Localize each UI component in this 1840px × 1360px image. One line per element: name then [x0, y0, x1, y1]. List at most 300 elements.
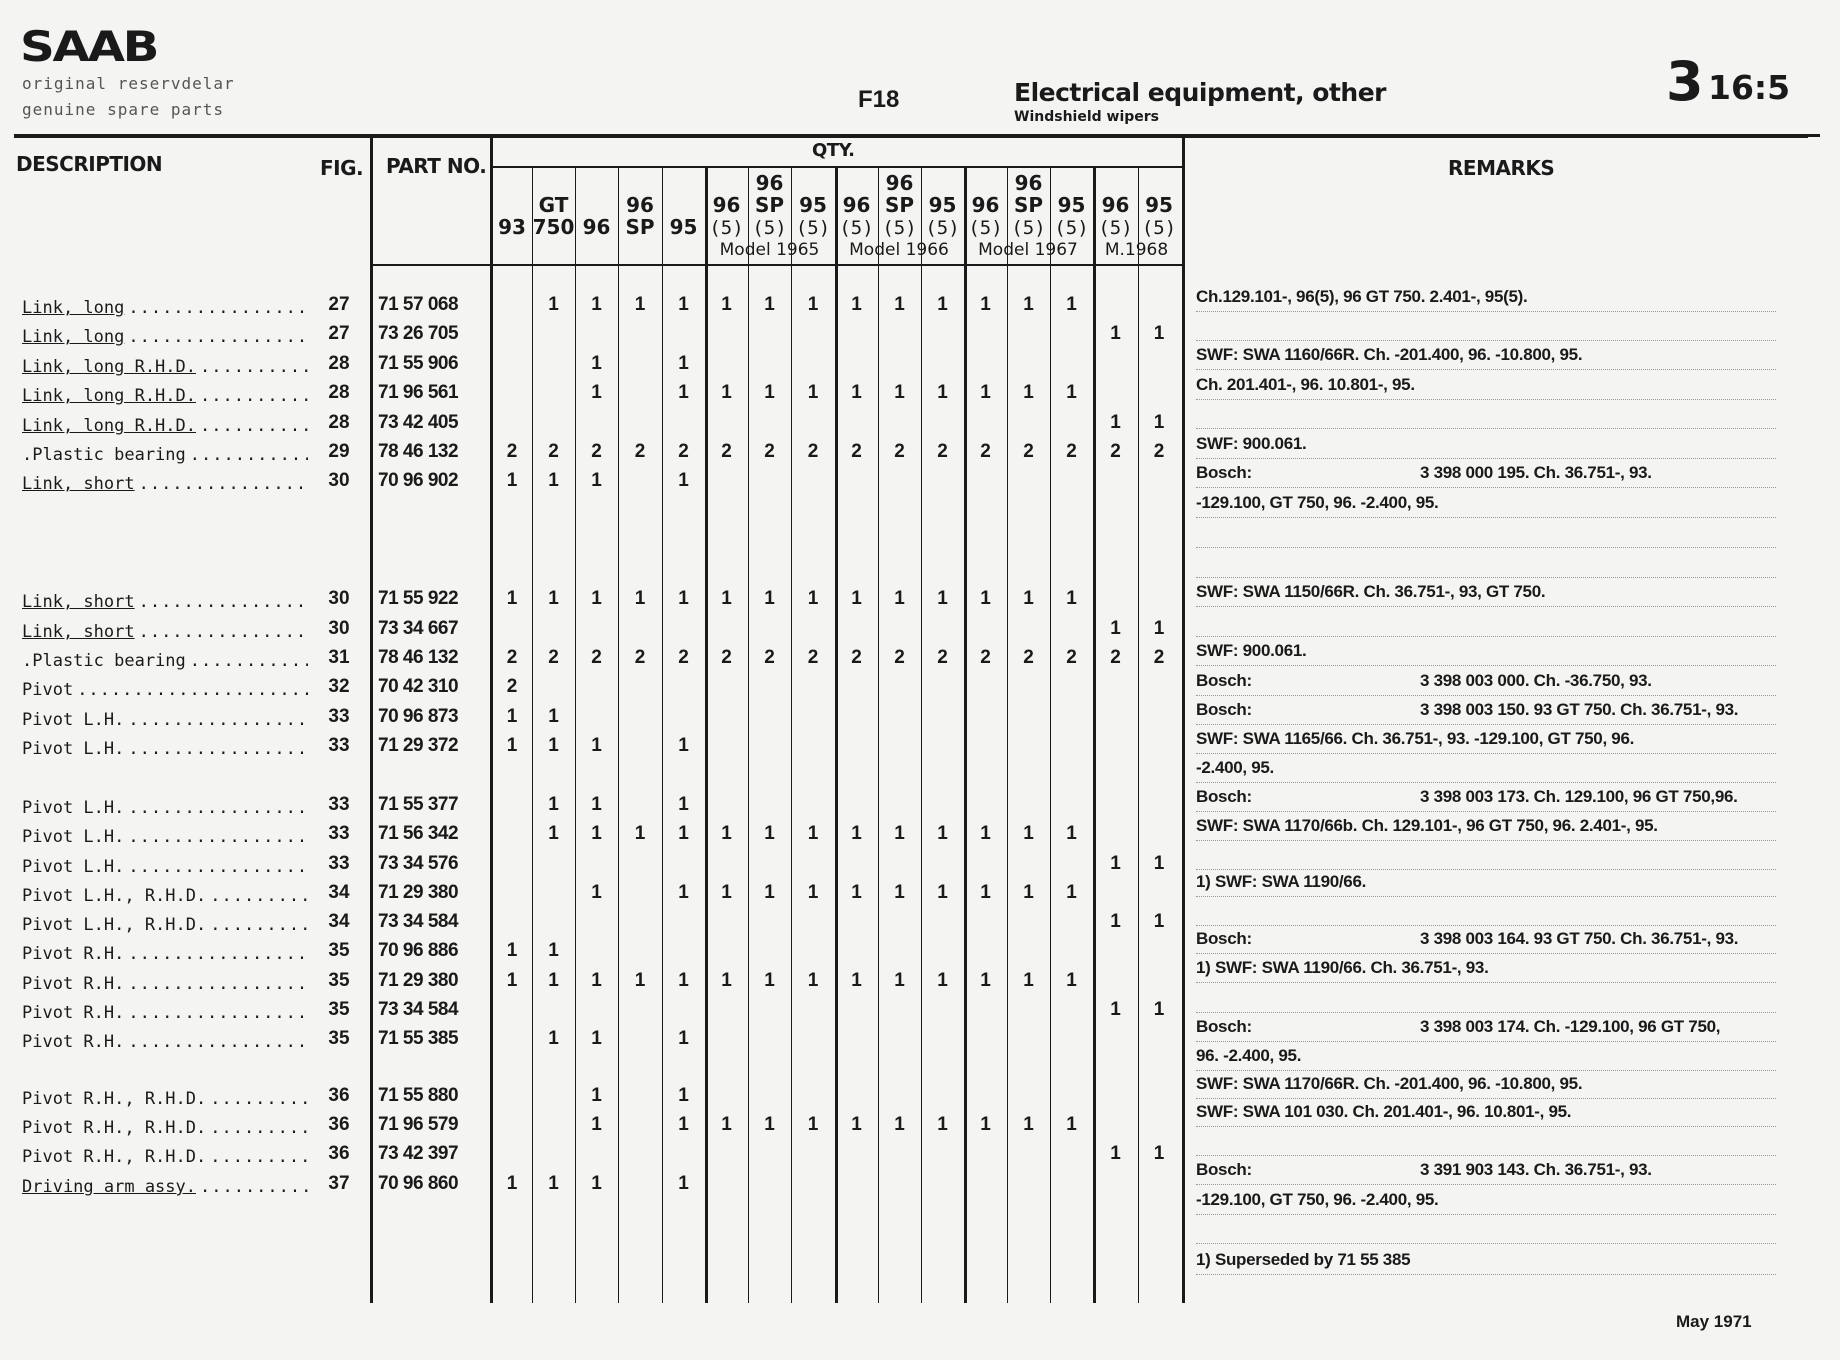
- part-description: [22, 616, 308, 642]
- qty-value: 1: [764, 970, 775, 991]
- qty-value: 1: [721, 970, 732, 991]
- qty-value: 1: [1153, 323, 1165, 344]
- remark-text: 96. -2.400, 95.: [1196, 1046, 1302, 1065]
- remark-text: SWF: SWA 1160/66R. Ch. -201.400, 96. -10.800, 95.: [1196, 345, 1583, 364]
- part-number: 70 96 860: [378, 1173, 459, 1194]
- remark: [1196, 1160, 1826, 1184]
- leader-dots: [210, 1089, 308, 1109]
- qty-value: 1: [548, 294, 559, 315]
- fig-number: 33: [328, 706, 350, 727]
- part-description-text: Pivot R.H.: [22, 1003, 125, 1023]
- qty-column-header-bot: (5): [1054, 217, 1089, 239]
- header-description: DESCRIPTION: [16, 152, 163, 176]
- qty-value: 1: [894, 1114, 905, 1135]
- qty-value: 2: [634, 647, 646, 668]
- qty-value: 2: [937, 441, 948, 462]
- remark-label: Bosch:: [1196, 929, 1252, 948]
- part-description: [22, 439, 308, 465]
- qty-divider: [662, 168, 663, 1303]
- part-number: 71 96 561: [378, 382, 459, 403]
- remark: [1196, 493, 1826, 517]
- remark-text: SWF: SWA 1150/66R. Ch. 36.751-, 93, GT 750.: [1196, 582, 1546, 601]
- qty-value: 1: [764, 1114, 775, 1135]
- qty-value: 1: [1023, 882, 1034, 903]
- fig-number: 34: [328, 882, 350, 903]
- qty-value: 1: [678, 294, 689, 315]
- qty-value: 1: [851, 823, 862, 844]
- qty-column-header-top: 96: [755, 171, 784, 195]
- remark-text: Ch. 201.401-, 96. 10.801-, 95.: [1196, 375, 1415, 394]
- qty-value: 1: [678, 353, 689, 374]
- qty-value: 1: [721, 882, 732, 903]
- qty-value: 1: [591, 735, 602, 756]
- remark: [1196, 929, 1826, 953]
- leader-dots: [77, 680, 308, 700]
- qty-column-header-bot: SP: [625, 215, 655, 239]
- qty-value: 1: [1066, 823, 1077, 844]
- qty-value: 2: [721, 441, 732, 462]
- qty-value: 1: [1066, 1114, 1077, 1135]
- qty-value: 2: [548, 441, 559, 462]
- part-description-text: .Plastic bearing: [22, 651, 186, 671]
- remark-rule: [1196, 487, 1776, 488]
- qty-value: 1: [894, 882, 905, 903]
- part-description-text: Link, long R.H.D.: [22, 386, 196, 406]
- part-description: [22, 1083, 308, 1109]
- leader-dots: [210, 915, 308, 935]
- leader-dots: [190, 445, 308, 465]
- part-description: [22, 792, 308, 818]
- remark-value: 3 398 003 000. Ch. -36.750, 93.: [1420, 671, 1652, 690]
- part-description: [22, 938, 308, 964]
- qty-divider: [878, 168, 879, 1303]
- part-description-text: Pivot L.H., R.H.D.: [22, 886, 207, 906]
- col-divider-qty-start: [490, 137, 493, 1303]
- fig-number: 35: [328, 970, 350, 991]
- leader-dots: [139, 592, 308, 612]
- qty-value: 2: [506, 647, 518, 668]
- part-description-text: Link, short: [22, 474, 135, 494]
- leader-dots: [128, 857, 308, 877]
- remark-rule: [1196, 1274, 1776, 1275]
- remark-rule: [1196, 953, 1776, 954]
- qty-value: 1: [678, 1028, 689, 1049]
- qty-value: 1: [851, 294, 862, 315]
- qty-value: 2: [721, 647, 732, 668]
- model-group-label: Model 1967: [978, 240, 1078, 260]
- qty-value: 1: [506, 1173, 518, 1194]
- qty-column-header-mid: 96: [712, 193, 741, 217]
- remark-rule: [1196, 840, 1776, 841]
- remark-rule: [1196, 1243, 1776, 1244]
- fig-number: 31: [328, 647, 350, 668]
- part-number: 70 96 886: [378, 940, 459, 961]
- part-description: [22, 351, 308, 377]
- qty-value: 1: [721, 294, 732, 315]
- part-description-text: Pivot R.H.: [22, 974, 125, 994]
- qty-value: 2: [1023, 647, 1034, 668]
- leader-dots: [128, 1032, 308, 1052]
- part-description: [22, 380, 308, 406]
- fig-number: 28: [328, 412, 350, 433]
- fig-number: 30: [328, 618, 350, 639]
- qty-value: 2: [1110, 441, 1121, 462]
- qty-column-header-mid: 96: [971, 193, 1000, 217]
- qty-value: 1: [678, 1173, 689, 1194]
- qty-column-header-mid: SP: [1013, 193, 1044, 217]
- remark-rule: [1196, 1012, 1776, 1013]
- remark-rule: [1196, 1155, 1776, 1156]
- qty-value: 1: [634, 823, 646, 844]
- qty-value: 1: [1153, 1143, 1165, 1164]
- remark: [1196, 1017, 1826, 1041]
- fig-number: 35: [328, 1028, 350, 1049]
- qty-value: 1: [937, 1114, 948, 1135]
- qty-value: 1: [1066, 588, 1077, 609]
- part-description: [22, 468, 308, 494]
- fig-number: 33: [328, 794, 350, 815]
- remark-rule: [1196, 311, 1776, 312]
- remark-rule: [1196, 636, 1776, 637]
- qty-column-header-bot: 95: [669, 215, 698, 239]
- qty-value: 1: [980, 1114, 991, 1135]
- remark-text: SWF: SWA 101 030. Ch. 201.401-, 96. 10.801-, 95.: [1196, 1102, 1572, 1121]
- leader-dots: [200, 357, 308, 377]
- remark-rule: [1196, 517, 1776, 518]
- qty-value: 1: [807, 294, 819, 315]
- qty-divider: [532, 168, 533, 1303]
- qty-divider: [1007, 168, 1008, 1303]
- leader-dots: [128, 974, 308, 994]
- part-description-text: Link, long: [22, 298, 125, 318]
- brand-line-2: genuine spare parts: [22, 100, 225, 119]
- remark: [1196, 758, 1826, 782]
- part-number: 71 29 372: [378, 735, 459, 756]
- remark-rule: [1196, 547, 1776, 548]
- remark-label: Bosch:: [1196, 671, 1252, 690]
- qty-value: 1: [1110, 1143, 1121, 1164]
- qty-value: 1: [506, 470, 518, 491]
- qty-value: 1: [764, 294, 775, 315]
- qty-column-header-mid: GT: [538, 193, 569, 217]
- qty-value: 1: [764, 382, 775, 403]
- remark-label: Bosch:: [1196, 787, 1252, 806]
- qty-value: 2: [807, 441, 819, 462]
- remark-rule: [1196, 982, 1776, 983]
- qty-value: 1: [591, 1173, 602, 1194]
- remark: [1196, 671, 1826, 695]
- qty-value: 1: [1023, 294, 1034, 315]
- part-number: 71 29 380: [378, 882, 459, 903]
- fig-number: 37: [328, 1173, 350, 1194]
- col-divider-remarks: [1182, 137, 1185, 1303]
- qty-value: 1: [548, 823, 559, 844]
- qty-value: 1: [591, 470, 602, 491]
- qty-value: 2: [548, 647, 559, 668]
- qty-divider: [1138, 168, 1139, 1303]
- remark-label: Bosch:: [1196, 1017, 1252, 1036]
- part-number: 73 42 397: [378, 1143, 459, 1164]
- remark-rule: [1196, 695, 1776, 696]
- leader-dots: [210, 1118, 308, 1138]
- qty-divider: [748, 168, 749, 1303]
- qty-value: 1: [548, 794, 559, 815]
- qty-value: 1: [506, 970, 518, 991]
- remark-text: SWF: SWA 1165/66. Ch. 36.751-, 93. -129.100, GT 750, 96.: [1196, 729, 1635, 748]
- part-description-text: .Plastic bearing: [22, 445, 186, 465]
- fig-number: 30: [328, 470, 350, 491]
- fig-number: 33: [328, 735, 350, 756]
- remark-rule: [1196, 606, 1776, 607]
- remark: [1196, 729, 1826, 753]
- qty-value: 1: [1066, 294, 1077, 315]
- qty-value: 1: [721, 1114, 732, 1135]
- part-number: 70 96 902: [378, 470, 459, 491]
- remark: [1196, 641, 1826, 665]
- remark-value: 3 398 003 150. 93 GT 750. Ch. 36.751-, 93.: [1420, 700, 1739, 719]
- remark-rule: [1196, 1098, 1776, 1099]
- remark: [1196, 463, 1826, 487]
- part-description: [22, 1171, 308, 1197]
- qty-value: 1: [807, 970, 819, 991]
- part-description-text: Pivot R.H.: [22, 1032, 125, 1052]
- qty-value: 1: [506, 940, 518, 961]
- qty-value: 1: [678, 970, 689, 991]
- remark: [1196, 287, 1826, 311]
- page-section: 16:5: [1708, 68, 1791, 107]
- qty-value: 2: [980, 647, 991, 668]
- part-number: 71 55 922: [378, 588, 459, 609]
- qty-value: 1: [894, 294, 905, 315]
- qty-value: 1: [764, 823, 775, 844]
- remark-text: SWF: 900.061.: [1196, 641, 1307, 660]
- header-fig: FIG.: [320, 156, 364, 180]
- qty-value: 1: [1066, 970, 1077, 991]
- leader-dots: [139, 622, 308, 642]
- part-description-text: Pivot R.H.: [22, 944, 125, 964]
- fig-number: 29: [328, 441, 350, 462]
- qty-value: 1: [1023, 970, 1034, 991]
- qty-column-header-bot: (5): [839, 217, 874, 239]
- qty-value: 1: [591, 382, 602, 403]
- footer-date: May 1971: [1676, 1312, 1752, 1331]
- remark-rule: [1196, 1184, 1776, 1185]
- fig-number: 28: [328, 353, 350, 374]
- qty-divider: [921, 168, 922, 1303]
- qty-value: 1: [678, 382, 689, 403]
- page-number: 3: [1666, 50, 1704, 113]
- remark: [1196, 1102, 1826, 1126]
- qty-column-header-mid: SP: [884, 193, 915, 217]
- remark: [1196, 345, 1826, 369]
- remark-label: Bosch:: [1196, 463, 1252, 482]
- qty-value: 1: [591, 823, 602, 844]
- qty-column-header-bot: (5): [709, 217, 744, 239]
- part-description-text: Link, long R.H.D.: [22, 416, 196, 436]
- qty-column-header-bot: (5): [882, 217, 917, 239]
- qty-column-header-mid: 96: [1101, 193, 1130, 217]
- col-divider-part: [370, 137, 373, 1303]
- remark-rule: [1196, 665, 1776, 666]
- remark-rule: [1196, 753, 1776, 754]
- qty-value: 1: [548, 588, 559, 609]
- part-number: 73 26 705: [378, 323, 459, 344]
- header-qty: QTY.: [812, 140, 855, 161]
- qty-column-header-mid: 95: [1057, 193, 1086, 217]
- qty-column-header-mid: 96: [626, 193, 654, 217]
- qty-column-header-mid: SP: [754, 193, 785, 217]
- fig-number: 30: [328, 588, 350, 609]
- qty-group-divider: [1093, 168, 1096, 1303]
- qty-value: 2: [678, 441, 689, 462]
- part-number: 70 96 873: [378, 706, 459, 727]
- qty-value: 1: [807, 588, 819, 609]
- remark: [1196, 816, 1826, 840]
- remark-text: 1) Superseded by 71 55 385: [1196, 1250, 1411, 1269]
- remark: [1196, 375, 1826, 399]
- part-number: 71 57 068: [378, 294, 459, 315]
- part-description-text: Pivot L.H., R.H.D.: [22, 915, 207, 935]
- qty-value: 1: [980, 823, 991, 844]
- fig-number: 35: [328, 940, 350, 961]
- qty-value: 1: [894, 588, 905, 609]
- qty-value: 1: [1153, 412, 1165, 433]
- qty-value: 1: [591, 1028, 602, 1049]
- qty-column-header-bot: (5): [752, 217, 787, 239]
- part-number: 78 46 132: [378, 441, 459, 462]
- qty-value: 1: [548, 970, 559, 991]
- qty-divider: [618, 168, 619, 1303]
- part-description: [22, 704, 308, 730]
- brand-line-1: original reservdelar: [22, 74, 235, 93]
- remark-rule: [1196, 369, 1776, 370]
- qty-column-header-bot: (5): [1141, 217, 1177, 239]
- remark: [1196, 434, 1826, 458]
- qty-value: 1: [678, 735, 689, 756]
- qty-value: 1: [980, 970, 991, 991]
- qty-value: 1: [506, 735, 518, 756]
- qty-value: 1: [807, 382, 819, 403]
- remark-rule: [1196, 458, 1776, 459]
- leader-dots: [200, 416, 308, 436]
- qty-value: 1: [807, 1114, 819, 1135]
- remark-text: Ch.129.101-, 96(5), 96 GT 750. 2.401-, 95(5).: [1196, 287, 1528, 306]
- qty-column-header-mid: 96: [842, 193, 871, 217]
- part-description: [22, 410, 308, 436]
- part-description-text: Pivot R.H., R.H.D.: [22, 1089, 207, 1109]
- qty-column-header-top: 96: [1014, 171, 1043, 195]
- qty-value: 1: [1110, 911, 1121, 932]
- qty-value: 1: [591, 970, 602, 991]
- part-description-text: Pivot L.H.: [22, 739, 125, 759]
- qty-value: 1: [1023, 823, 1034, 844]
- qty-value: 1: [678, 1085, 689, 1106]
- part-description: [22, 880, 308, 906]
- qty-value: 1: [851, 588, 862, 609]
- remark-rule: [1196, 399, 1776, 400]
- qty-value: 2: [1023, 441, 1034, 462]
- remark: [1196, 787, 1826, 811]
- qty-value: 1: [894, 970, 905, 991]
- part-description: [22, 909, 308, 935]
- remark-rule: [1196, 811, 1776, 812]
- qty-value: 1: [894, 382, 905, 403]
- qty-column-header-bot: 96: [582, 215, 611, 239]
- qty-value: 1: [506, 706, 518, 727]
- qty-value: 1: [980, 588, 991, 609]
- qty-value: 1: [1110, 618, 1121, 639]
- qty-value: 1: [548, 706, 559, 727]
- qty-value: 1: [548, 940, 559, 961]
- qty-value: 2: [937, 647, 948, 668]
- part-number: 73 34 667: [378, 618, 459, 639]
- remark-text: 1) SWF: SWA 1190/66.: [1196, 872, 1367, 891]
- qty-value: 1: [1023, 1114, 1034, 1135]
- qty-value: 1: [937, 294, 948, 315]
- remark-rule: [1196, 577, 1776, 578]
- qty-column-header-mid: 95: [928, 193, 957, 217]
- leader-dots: [128, 739, 308, 759]
- qty-value: 1: [506, 588, 518, 609]
- qty-value: 1: [1023, 382, 1034, 403]
- qty-value: 1: [1153, 911, 1165, 932]
- fig-number: 33: [328, 853, 350, 874]
- qty-value: 1: [1023, 588, 1034, 609]
- qty-value: 2: [506, 441, 518, 462]
- qty-value: 1: [1066, 382, 1077, 403]
- part-description-text: Pivot L.H.: [22, 798, 125, 818]
- header-part-no: PART NO.: [386, 154, 487, 178]
- fig-number: 35: [328, 999, 350, 1020]
- qty-column-header-bot: (5): [1011, 217, 1046, 239]
- qty-value: 1: [937, 588, 948, 609]
- model-group-label: M.1968: [1104, 240, 1169, 260]
- remark-text: SWF: 900.061.: [1196, 434, 1307, 453]
- part-description: [22, 733, 308, 759]
- qty-value: 1: [678, 882, 689, 903]
- qty-value: 1: [851, 382, 862, 403]
- remark: [1196, 1074, 1826, 1098]
- leader-dots: [128, 1003, 308, 1023]
- fig-number: 34: [328, 911, 350, 932]
- part-number: 73 34 576: [378, 853, 459, 874]
- part-number: 73 34 584: [378, 911, 459, 932]
- qty-column-header-top: 96: [885, 171, 914, 195]
- qty-value: 1: [1110, 323, 1121, 344]
- leader-dots: [190, 651, 308, 671]
- qty-value: 1: [1153, 999, 1165, 1020]
- qty-value: 1: [980, 294, 991, 315]
- part-number: 71 56 342: [378, 823, 459, 844]
- part-description-text: Pivot L.H.: [22, 827, 125, 847]
- fig-number: 36: [328, 1143, 350, 1164]
- remark-value: 3 398 003 174. Ch. -129.100, 96 GT 750,: [1420, 1017, 1721, 1036]
- remark-label: Bosch:: [1196, 1160, 1252, 1179]
- qty-value: 1: [678, 823, 689, 844]
- part-description: [22, 674, 308, 700]
- qty-value: 1: [894, 823, 905, 844]
- remark-text: -129.100, GT 750, 96. -2.400, 95.: [1196, 493, 1439, 512]
- qty-column-header-mid: 95: [799, 193, 827, 217]
- qty-value: 2: [764, 647, 775, 668]
- leader-dots: [200, 386, 308, 406]
- remark-text: SWF: SWA 1170/66b. Ch. 129.101-, 96 GT 750, 96. 2.401-, 95.: [1196, 816, 1658, 835]
- part-description: [22, 997, 308, 1023]
- qty-value: 2: [1153, 647, 1165, 668]
- qty-value: 1: [937, 970, 948, 991]
- fig-number: 32: [328, 676, 350, 697]
- remark-text: -2.400, 95.: [1196, 758, 1274, 777]
